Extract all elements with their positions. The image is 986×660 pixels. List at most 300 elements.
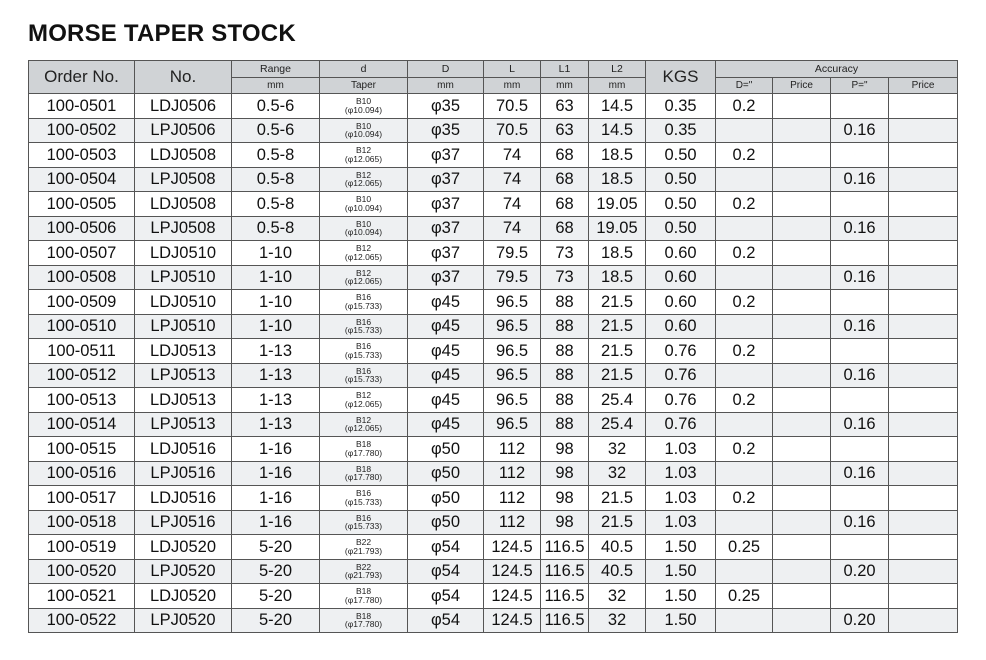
cell-l2: 25.4 [589,388,646,413]
cell-l: 96.5 [484,339,541,364]
cell-l2: 14.5 [589,94,646,119]
cell-accuracy-p: 0.16 [831,314,889,339]
cell-l: 112 [484,461,541,486]
cell-no: LDJ0510 [135,241,232,266]
cell-order-no: 100-0516 [29,461,135,486]
cell-taper [320,216,408,241]
cell-l2: 40.5 [589,559,646,584]
cell-order-no: 100-0517 [29,486,135,511]
cell-d-large: φ45 [408,363,484,388]
cell-price-2 [889,265,958,290]
cell-price-1 [773,559,831,584]
cell-accuracy-p [831,486,889,511]
cell-l1: 88 [541,339,589,364]
cell-d-large: φ45 [408,412,484,437]
cell-kgs: 0.60 [646,314,716,339]
cell-accuracy-p: 0.16 [831,510,889,535]
page-title: MORSE TAPER STOCK [28,20,296,47]
table-row [29,461,958,486]
cell-price-2 [889,510,958,535]
cell-order-no: 100-0515 [29,437,135,462]
taper-code: B18 [355,586,372,597]
cell-order-no: 100-0512 [29,363,135,388]
cell-l1: 68 [541,216,589,241]
unit-range: mm [232,78,320,94]
cell-taper [320,167,408,192]
cell-no: LDJ0520 [135,584,232,609]
table-row [29,94,958,119]
cell-accuracy-d: 0.2 [716,143,773,168]
cell-price-1 [773,535,831,560]
cell-no: LPJ0516 [135,461,232,486]
cell-order-no: 100-0522 [29,608,135,633]
cell-kgs: 1.50 [646,608,716,633]
taper-diameter: (φ17.780) [344,619,383,630]
taper-code: B16 [355,316,372,327]
cell-taper [320,412,408,437]
cell-order-no: 100-0502 [29,118,135,143]
col-header-kgs: KGS [646,61,716,94]
cell-range: 5-20 [232,559,320,584]
cell-price-1 [773,94,831,119]
cell-no: LPJ0520 [135,608,232,633]
table-row [29,290,958,315]
cell-accuracy-d: 0.2 [716,241,773,266]
cell-accuracy-p [831,143,889,168]
table-row [29,363,958,388]
cell-price-1 [773,167,831,192]
unit-l2: mm [589,78,646,94]
cell-d-large: φ37 [408,265,484,290]
taper-diameter: (φ17.780) [344,447,383,458]
cell-l2: 32 [589,437,646,462]
cell-d-large: φ50 [408,437,484,462]
cell-price-1 [773,290,831,315]
cell-d-large: φ37 [408,167,484,192]
cell-no: LPJ0510 [135,314,232,339]
table-row [29,559,958,584]
cell-d-large: φ45 [408,290,484,315]
taper-diameter: (φ15.733) [344,496,383,507]
cell-accuracy-d [716,461,773,486]
taper-code: B22 [355,561,372,572]
cell-l2: 21.5 [589,486,646,511]
cell-accuracy-d [716,363,773,388]
taper-diameter: (φ15.733) [344,521,383,532]
cell-price-2 [889,339,958,364]
cell-accuracy-p: 0.20 [831,608,889,633]
cell-kgs: 0.35 [646,118,716,143]
cell-taper [320,94,408,119]
cell-l: 70.5 [484,118,541,143]
cell-price-1 [773,143,831,168]
cell-d-large: φ37 [408,216,484,241]
taper-code: B12 [355,414,372,425]
cell-l1: 116.5 [541,584,589,609]
table-row [29,118,958,143]
cell-accuracy-p [831,437,889,462]
cell-price-1 [773,412,831,437]
cell-accuracy-p [831,388,889,413]
cell-l: 124.5 [484,608,541,633]
cell-kgs: 1.03 [646,461,716,486]
cell-no: LDJ0513 [135,339,232,364]
cell-d-large: φ45 [408,388,484,413]
taper-diameter: (φ10.094) [344,202,383,213]
cell-no: LDJ0520 [135,535,232,560]
cell-d-large: φ50 [408,510,484,535]
table-row [29,584,958,609]
col-header-no: No. [135,61,232,94]
taper-code: B16 [355,292,372,303]
col-header-order-no: Order No. [29,61,135,94]
cell-kgs: 1.50 [646,584,716,609]
cell-d-large: φ45 [408,314,484,339]
taper-code: B12 [355,145,372,156]
cell-no: LDJ0516 [135,486,232,511]
cell-taper [320,559,408,584]
taper-diameter: (φ15.733) [344,374,383,385]
cell-price-1 [773,118,831,143]
cell-price-1 [773,510,831,535]
cell-accuracy-d [716,608,773,633]
table-row [29,339,958,364]
cell-accuracy-d: 0.25 [716,535,773,560]
unit-l1: mm [541,78,589,94]
cell-l1: 116.5 [541,559,589,584]
cell-range: 0.5-8 [232,192,320,217]
col-header-accuracy: Accuracy [716,61,958,78]
cell-price-1 [773,584,831,609]
table-row [29,167,958,192]
cell-accuracy-p [831,584,889,609]
cell-l2: 32 [589,608,646,633]
cell-accuracy-d [716,118,773,143]
cell-l2: 21.5 [589,314,646,339]
table-row [29,192,958,217]
taper-code: B16 [355,488,372,499]
cell-range: 5-20 [232,584,320,609]
cell-d-large: φ54 [408,535,484,560]
cell-taper [320,339,408,364]
cell-accuracy-d [716,314,773,339]
cell-l: 79.5 [484,265,541,290]
cell-l: 96.5 [484,290,541,315]
cell-l: 112 [484,510,541,535]
cell-price-2 [889,216,958,241]
cell-accuracy-p: 0.20 [831,559,889,584]
taper-diameter: (φ12.065) [344,276,383,287]
cell-taper [320,510,408,535]
sub-header-accuracy-d: D=" [716,78,773,94]
col-header-d-small: d [320,61,408,78]
cell-l2: 21.5 [589,339,646,364]
cell-kgs: 0.60 [646,241,716,266]
taper-code: B16 [355,365,372,376]
cell-order-no: 100-0506 [29,216,135,241]
cell-d-large: φ37 [408,192,484,217]
cell-price-1 [773,265,831,290]
taper-diameter: (φ12.065) [344,423,383,434]
cell-range: 0.5-8 [232,143,320,168]
table-row [29,510,958,535]
cell-kgs: 0.76 [646,363,716,388]
cell-accuracy-d: 0.2 [716,192,773,217]
taper-code: B16 [355,341,372,352]
cell-no: LDJ0513 [135,388,232,413]
cell-range: 1-13 [232,388,320,413]
cell-no: LDJ0508 [135,143,232,168]
cell-l1: 68 [541,143,589,168]
table-body [29,94,958,633]
sub-header-price-1: Price [773,78,831,94]
cell-l2: 32 [589,584,646,609]
cell-l1: 88 [541,290,589,315]
taper-diameter: (φ15.733) [344,325,383,336]
cell-taper [320,437,408,462]
cell-range: 1-16 [232,461,320,486]
cell-l: 96.5 [484,412,541,437]
cell-l1: 73 [541,241,589,266]
cell-kgs: 0.50 [646,216,716,241]
table-row [29,314,958,339]
cell-taper [320,535,408,560]
cell-order-no: 100-0501 [29,94,135,119]
cell-l1: 98 [541,510,589,535]
taper-diameter: (φ10.094) [344,227,383,238]
cell-kgs: 0.76 [646,412,716,437]
cell-price-2 [889,584,958,609]
taper-code: B18 [355,610,372,621]
cell-accuracy-p [831,290,889,315]
cell-taper [320,143,408,168]
cell-l1: 73 [541,265,589,290]
cell-l2: 32 [589,461,646,486]
taper-code: B22 [355,537,372,548]
cell-price-1 [773,216,831,241]
cell-no: LPJ0513 [135,363,232,388]
cell-price-2 [889,167,958,192]
cell-range: 5-20 [232,608,320,633]
taper-code: B10 [355,120,372,131]
cell-taper [320,118,408,143]
cell-d-large: φ54 [408,608,484,633]
taper-code: B18 [355,463,372,474]
cell-d-large: φ54 [408,584,484,609]
cell-price-1 [773,241,831,266]
cell-range: 1-16 [232,510,320,535]
cell-price-2 [889,412,958,437]
cell-l2: 21.5 [589,363,646,388]
taper-diameter: (φ15.733) [344,349,383,360]
taper-diameter: (φ21.793) [344,570,383,581]
cell-no: LPJ0516 [135,510,232,535]
table-row [29,216,958,241]
cell-accuracy-p [831,241,889,266]
taper-diameter: (φ10.094) [344,129,383,140]
cell-price-1 [773,486,831,511]
table-row [29,608,958,633]
cell-l1: 63 [541,94,589,119]
cell-l: 70.5 [484,94,541,119]
cell-range: 1-10 [232,314,320,339]
cell-accuracy-d [716,412,773,437]
cell-l2: 14.5 [589,118,646,143]
cell-accuracy-p [831,192,889,217]
cell-d-large: φ35 [408,118,484,143]
cell-kgs: 1.03 [646,510,716,535]
taper-diameter: (φ17.780) [344,594,383,605]
cell-accuracy-d [716,216,773,241]
table-row [29,412,958,437]
cell-price-2 [889,535,958,560]
cell-range: 1-10 [232,265,320,290]
cell-order-no: 100-0504 [29,167,135,192]
table-row [29,143,958,168]
cell-order-no: 100-0503 [29,143,135,168]
cell-l1: 116.5 [541,608,589,633]
cell-l1: 98 [541,461,589,486]
cell-accuracy-p [831,94,889,119]
cell-l1: 68 [541,192,589,217]
col-header-d-large: D [408,61,484,78]
cell-accuracy-d: 0.25 [716,584,773,609]
cell-no: LDJ0508 [135,192,232,217]
cell-l1: 68 [541,167,589,192]
cell-no: LDJ0506 [135,94,232,119]
cell-price-1 [773,192,831,217]
cell-price-2 [889,363,958,388]
cell-no: LDJ0510 [135,290,232,315]
cell-range: 1-16 [232,486,320,511]
cell-taper [320,265,408,290]
cell-range: 1-16 [232,437,320,462]
table-row [29,388,958,413]
cell-kgs: 0.50 [646,143,716,168]
sub-header-price-2: Price [889,78,958,94]
cell-l1: 98 [541,437,589,462]
cell-price-2 [889,486,958,511]
table-row [29,535,958,560]
taper-code: B12 [355,243,372,254]
cell-kgs: 1.03 [646,437,716,462]
taper-code: B12 [355,390,372,401]
taper-code: B10 [355,194,372,205]
cell-range: 0.5-6 [232,118,320,143]
cell-d-large: φ50 [408,461,484,486]
cell-taper [320,314,408,339]
cell-l: 124.5 [484,559,541,584]
cell-no: LPJ0508 [135,167,232,192]
cell-price-2 [889,94,958,119]
cell-range: 1-10 [232,290,320,315]
cell-accuracy-p: 0.16 [831,363,889,388]
table-header [29,61,958,94]
cell-l: 124.5 [484,584,541,609]
cell-l1: 63 [541,118,589,143]
cell-range: 0.5-8 [232,167,320,192]
taper-code: B16 [355,512,372,523]
cell-l2: 25.4 [589,412,646,437]
cell-l: 74 [484,192,541,217]
morse-taper-stock-table [28,60,958,633]
taper-diameter: (φ12.065) [344,251,383,262]
cell-kgs: 0.60 [646,290,716,315]
cell-range: 1-13 [232,363,320,388]
col-header-range: Range [232,61,320,78]
cell-l2: 18.5 [589,265,646,290]
cell-l: 96.5 [484,388,541,413]
cell-accuracy-d [716,510,773,535]
cell-price-2 [889,388,958,413]
taper-diameter: (φ17.780) [344,472,383,483]
cell-range: 1-10 [232,241,320,266]
cell-order-no: 100-0511 [29,339,135,364]
cell-price-2 [889,608,958,633]
cell-accuracy-p: 0.16 [831,167,889,192]
table-row [29,265,958,290]
cell-no: LPJ0520 [135,559,232,584]
cell-range: 1-13 [232,339,320,364]
taper-code: B10 [355,96,372,107]
table-row [29,241,958,266]
cell-price-1 [773,461,831,486]
cell-l: 124.5 [484,535,541,560]
cell-l2: 18.5 [589,241,646,266]
cell-order-no: 100-0514 [29,412,135,437]
cell-l2: 18.5 [589,167,646,192]
cell-price-2 [889,241,958,266]
cell-range: 0.5-6 [232,94,320,119]
taper-code: B12 [355,169,372,180]
cell-l: 74 [484,143,541,168]
cell-accuracy-p: 0.16 [831,412,889,437]
col-header-l: L [484,61,541,78]
cell-kgs: 0.50 [646,167,716,192]
cell-order-no: 100-0510 [29,314,135,339]
cell-l2: 18.5 [589,143,646,168]
cell-kgs: 0.60 [646,265,716,290]
cell-taper [320,486,408,511]
unit-l: mm [484,78,541,94]
cell-l2: 21.5 [589,510,646,535]
cell-d-large: φ45 [408,339,484,364]
cell-price-2 [889,559,958,584]
table-row [29,437,958,462]
cell-kgs: 0.76 [646,339,716,364]
cell-range: 0.5-8 [232,216,320,241]
taper-code: B18 [355,439,372,450]
cell-no: LPJ0506 [135,118,232,143]
cell-order-no: 100-0513 [29,388,135,413]
cell-l1: 88 [541,363,589,388]
cell-price-1 [773,388,831,413]
cell-l: 96.5 [484,314,541,339]
cell-taper [320,241,408,266]
cell-range: 5-20 [232,535,320,560]
cell-price-2 [889,461,958,486]
cell-accuracy-d: 0.2 [716,290,773,315]
cell-price-2 [889,314,958,339]
col-header-l2: L2 [589,61,646,78]
table-row [29,486,958,511]
cell-no: LPJ0508 [135,216,232,241]
cell-taper [320,388,408,413]
cell-taper [320,290,408,315]
cell-kgs: 0.50 [646,192,716,217]
cell-range: 1-13 [232,412,320,437]
cell-no: LPJ0513 [135,412,232,437]
